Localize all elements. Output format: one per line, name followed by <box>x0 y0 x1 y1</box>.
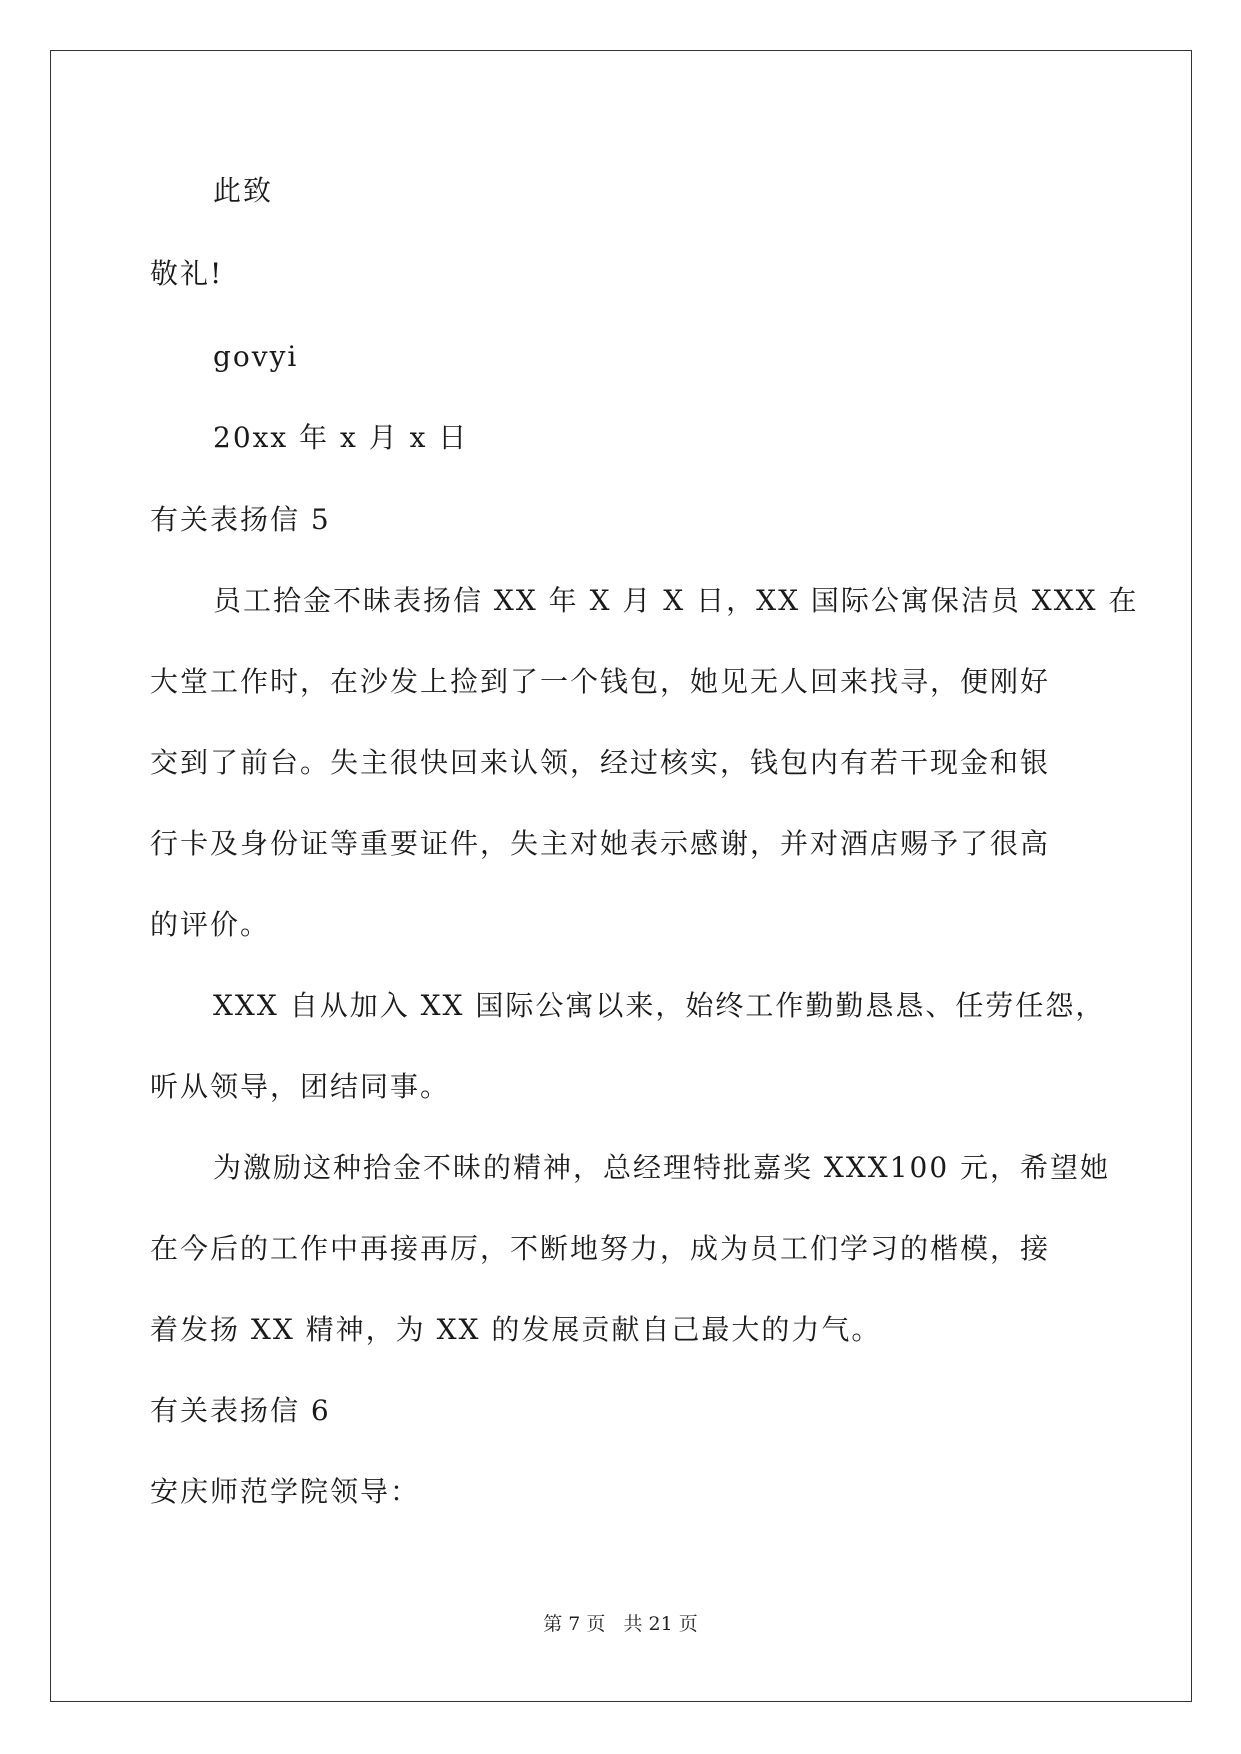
body-paragraph-line: 行卡及身份证等重要证件，失主对她表示感谢，并对酒店赐予了很高 <box>150 827 1051 860</box>
page-total: 共 21 页 <box>623 1613 698 1635</box>
body-paragraph-line: 员工拾金不昧表扬信 XX 年 X 月 X 日，XX 国际公寓保洁员 XXX 在 <box>213 584 1139 617</box>
letter-addressee: 安庆师范学院领导： <box>150 1475 421 1508</box>
signature-name: govyi <box>213 340 299 373</box>
closing-regards: 敬礼! <box>150 257 224 290</box>
section-heading-5: 有关表扬信 5 <box>150 503 331 536</box>
closing-salutation: 此致 <box>213 174 274 207</box>
page-border <box>50 50 1192 1702</box>
body-paragraph-line: XXX 自从加入 XX 国际公寓以来，始终工作勤勤恳恳、任劳任怨， <box>213 989 1106 1022</box>
body-paragraph-line: 在今后的工作中再接再厉，不断地努力，成为员工们学习的楷模，接 <box>150 1232 1051 1265</box>
body-paragraph-line: 的评价。 <box>150 908 271 941</box>
body-paragraph-line: 大堂工作时，在沙发上捡到了一个钱包，她见无人回来找寻，便刚好 <box>150 665 1051 698</box>
signature-date: 20xx 年 x 月 x 日 <box>213 421 469 454</box>
body-paragraph-line: 为激励这种拾金不昧的精神，总经理特批嘉奖 XXX100 元，希望她 <box>213 1151 1111 1184</box>
page-footer <box>0 1612 1241 1636</box>
body-paragraph-line: 着发扬 XX 精神，为 XX 的发展贡献自己最大的力气。 <box>150 1313 882 1346</box>
body-paragraph-line: 交到了前台。失主很快回来认领，经过核实，钱包内有若干现金和银 <box>150 746 1051 779</box>
section-heading-6: 有关表扬信 6 <box>150 1394 331 1427</box>
body-paragraph-line: 听从领导，团结同事。 <box>150 1070 451 1103</box>
page-number: 第 7 页 <box>543 1613 606 1635</box>
